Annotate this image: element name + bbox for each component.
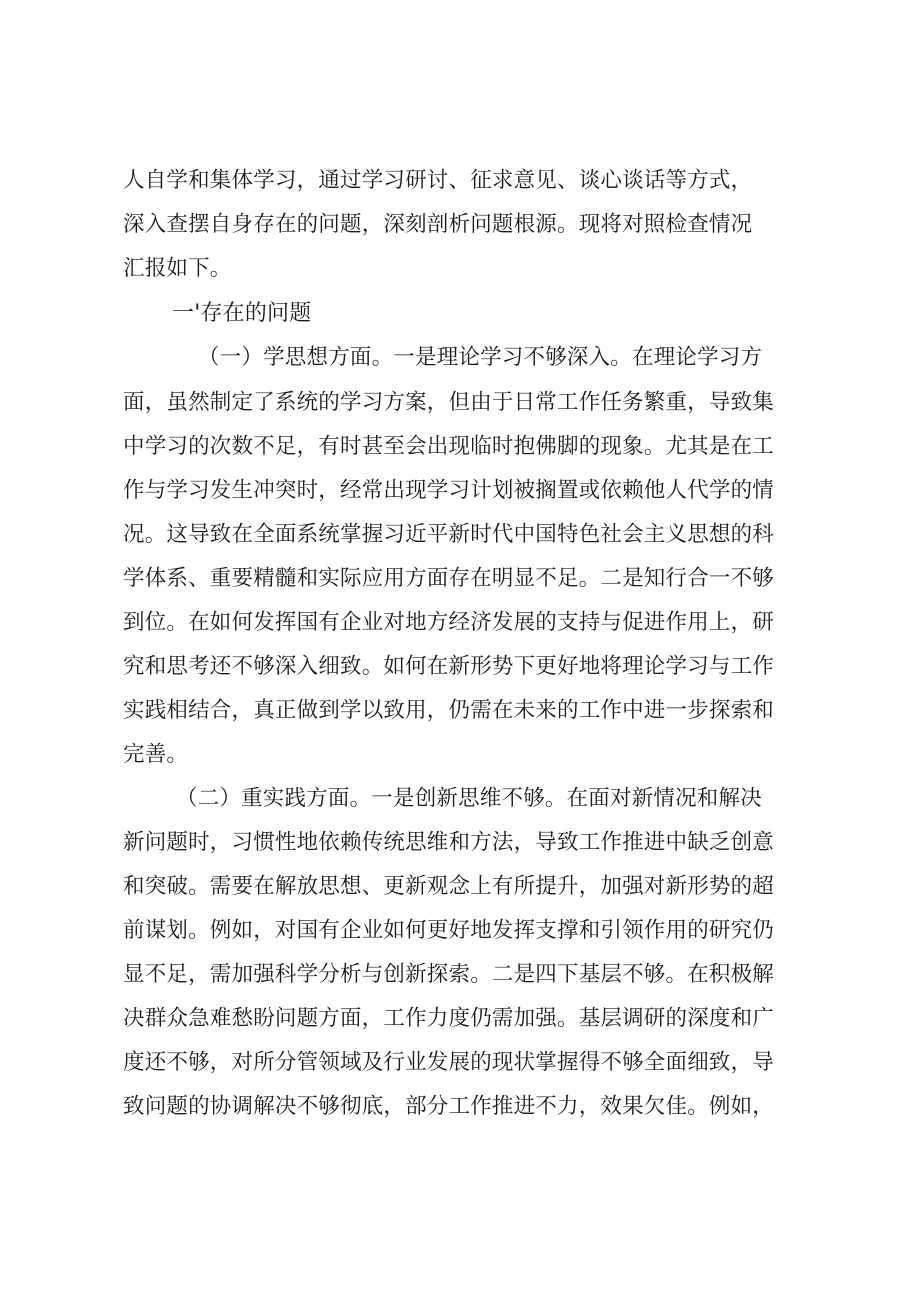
- paragraph2-line-7: 度还不够，对所分管领域及行业发展的现状掌握得不够全面细致，导: [123, 1050, 775, 1075]
- paragraph1-line-10: 完善。: [123, 742, 189, 767]
- paragraph2-line-3: 和突破。需要在解放思想、更新观念上有所提升，加强对新形势的超: [123, 874, 775, 899]
- paragraph2-line-6: 决群众急难愁盼问题方面，工作力度仍需加强。基层调研的深度和广: [123, 1006, 775, 1031]
- paragraph2-line-4: 前谋划。例如，对国有企业如何更好地发挥支撑和引领作用的研究仍: [123, 918, 775, 943]
- intro-line-1: 人自学和集体学习，通过学习研讨、征求意见、谈心谈话等方式，: [123, 168, 753, 193]
- paragraph1-line-3: 中学习的次数不足，有时甚至会出现临时抱佛脚的现象。尤其是在工: [123, 434, 775, 459]
- paragraph1-line-9: 实践相结合，真正做到学以致用，仍需在未来的工作中进一步探索和: [123, 698, 775, 723]
- paragraph1-line-1: （一）学思想方面。一是理论学习不够深入。在理论学习方: [198, 345, 763, 370]
- paragraph1-line-6: 学体系、重要精髓和实际应用方面存在明显不足。二是知行合一不够: [123, 566, 775, 591]
- paragraph1-line-7: 到位。在如何发挥国有企业对地方经济发展的支持与促进作用上，研: [123, 610, 775, 635]
- paragraph2-line-8: 致问题的协调解决不够彻底，部分工作推进不力，效果欠佳。例如，: [123, 1094, 775, 1119]
- section-heading: 一'存在的问题: [172, 301, 312, 326]
- paragraph2-line-5: 显不足，需加强科学分析与创新探索。二是四下基层不够。在积极解: [123, 962, 775, 987]
- paragraph1-line-5: 况。这导致在全面系统掌握习近平新时代中国特色社会主义思想的科: [123, 522, 775, 547]
- paragraph1-line-4: 作与学习发生冲突时，经常出现学习计划被搁置或依赖他人代学的情: [123, 478, 775, 503]
- paragraph1-line-2: 面，虽然制定了系统的学习方案，但由于日常工作任务繁重，导致集: [123, 390, 775, 415]
- paragraph2-line-2: 新问题时，习惯性地依赖传统思维和方法，导致工作推进中缺乏创意: [123, 830, 775, 855]
- paragraph1-line-8: 究和思考还不够深入细致。如何在新形势下更好地将理论学习与工作: [123, 654, 775, 679]
- intro-line-3: 汇报如下。: [123, 256, 232, 281]
- paragraph2-line-1: （二）重实践方面。一是创新思维不够。在面对新情况和解决: [176, 786, 762, 811]
- intro-line-2: 深入查摆自身存在的问题，深刻剖析问题根源。现将对照检查情况: [123, 212, 753, 237]
